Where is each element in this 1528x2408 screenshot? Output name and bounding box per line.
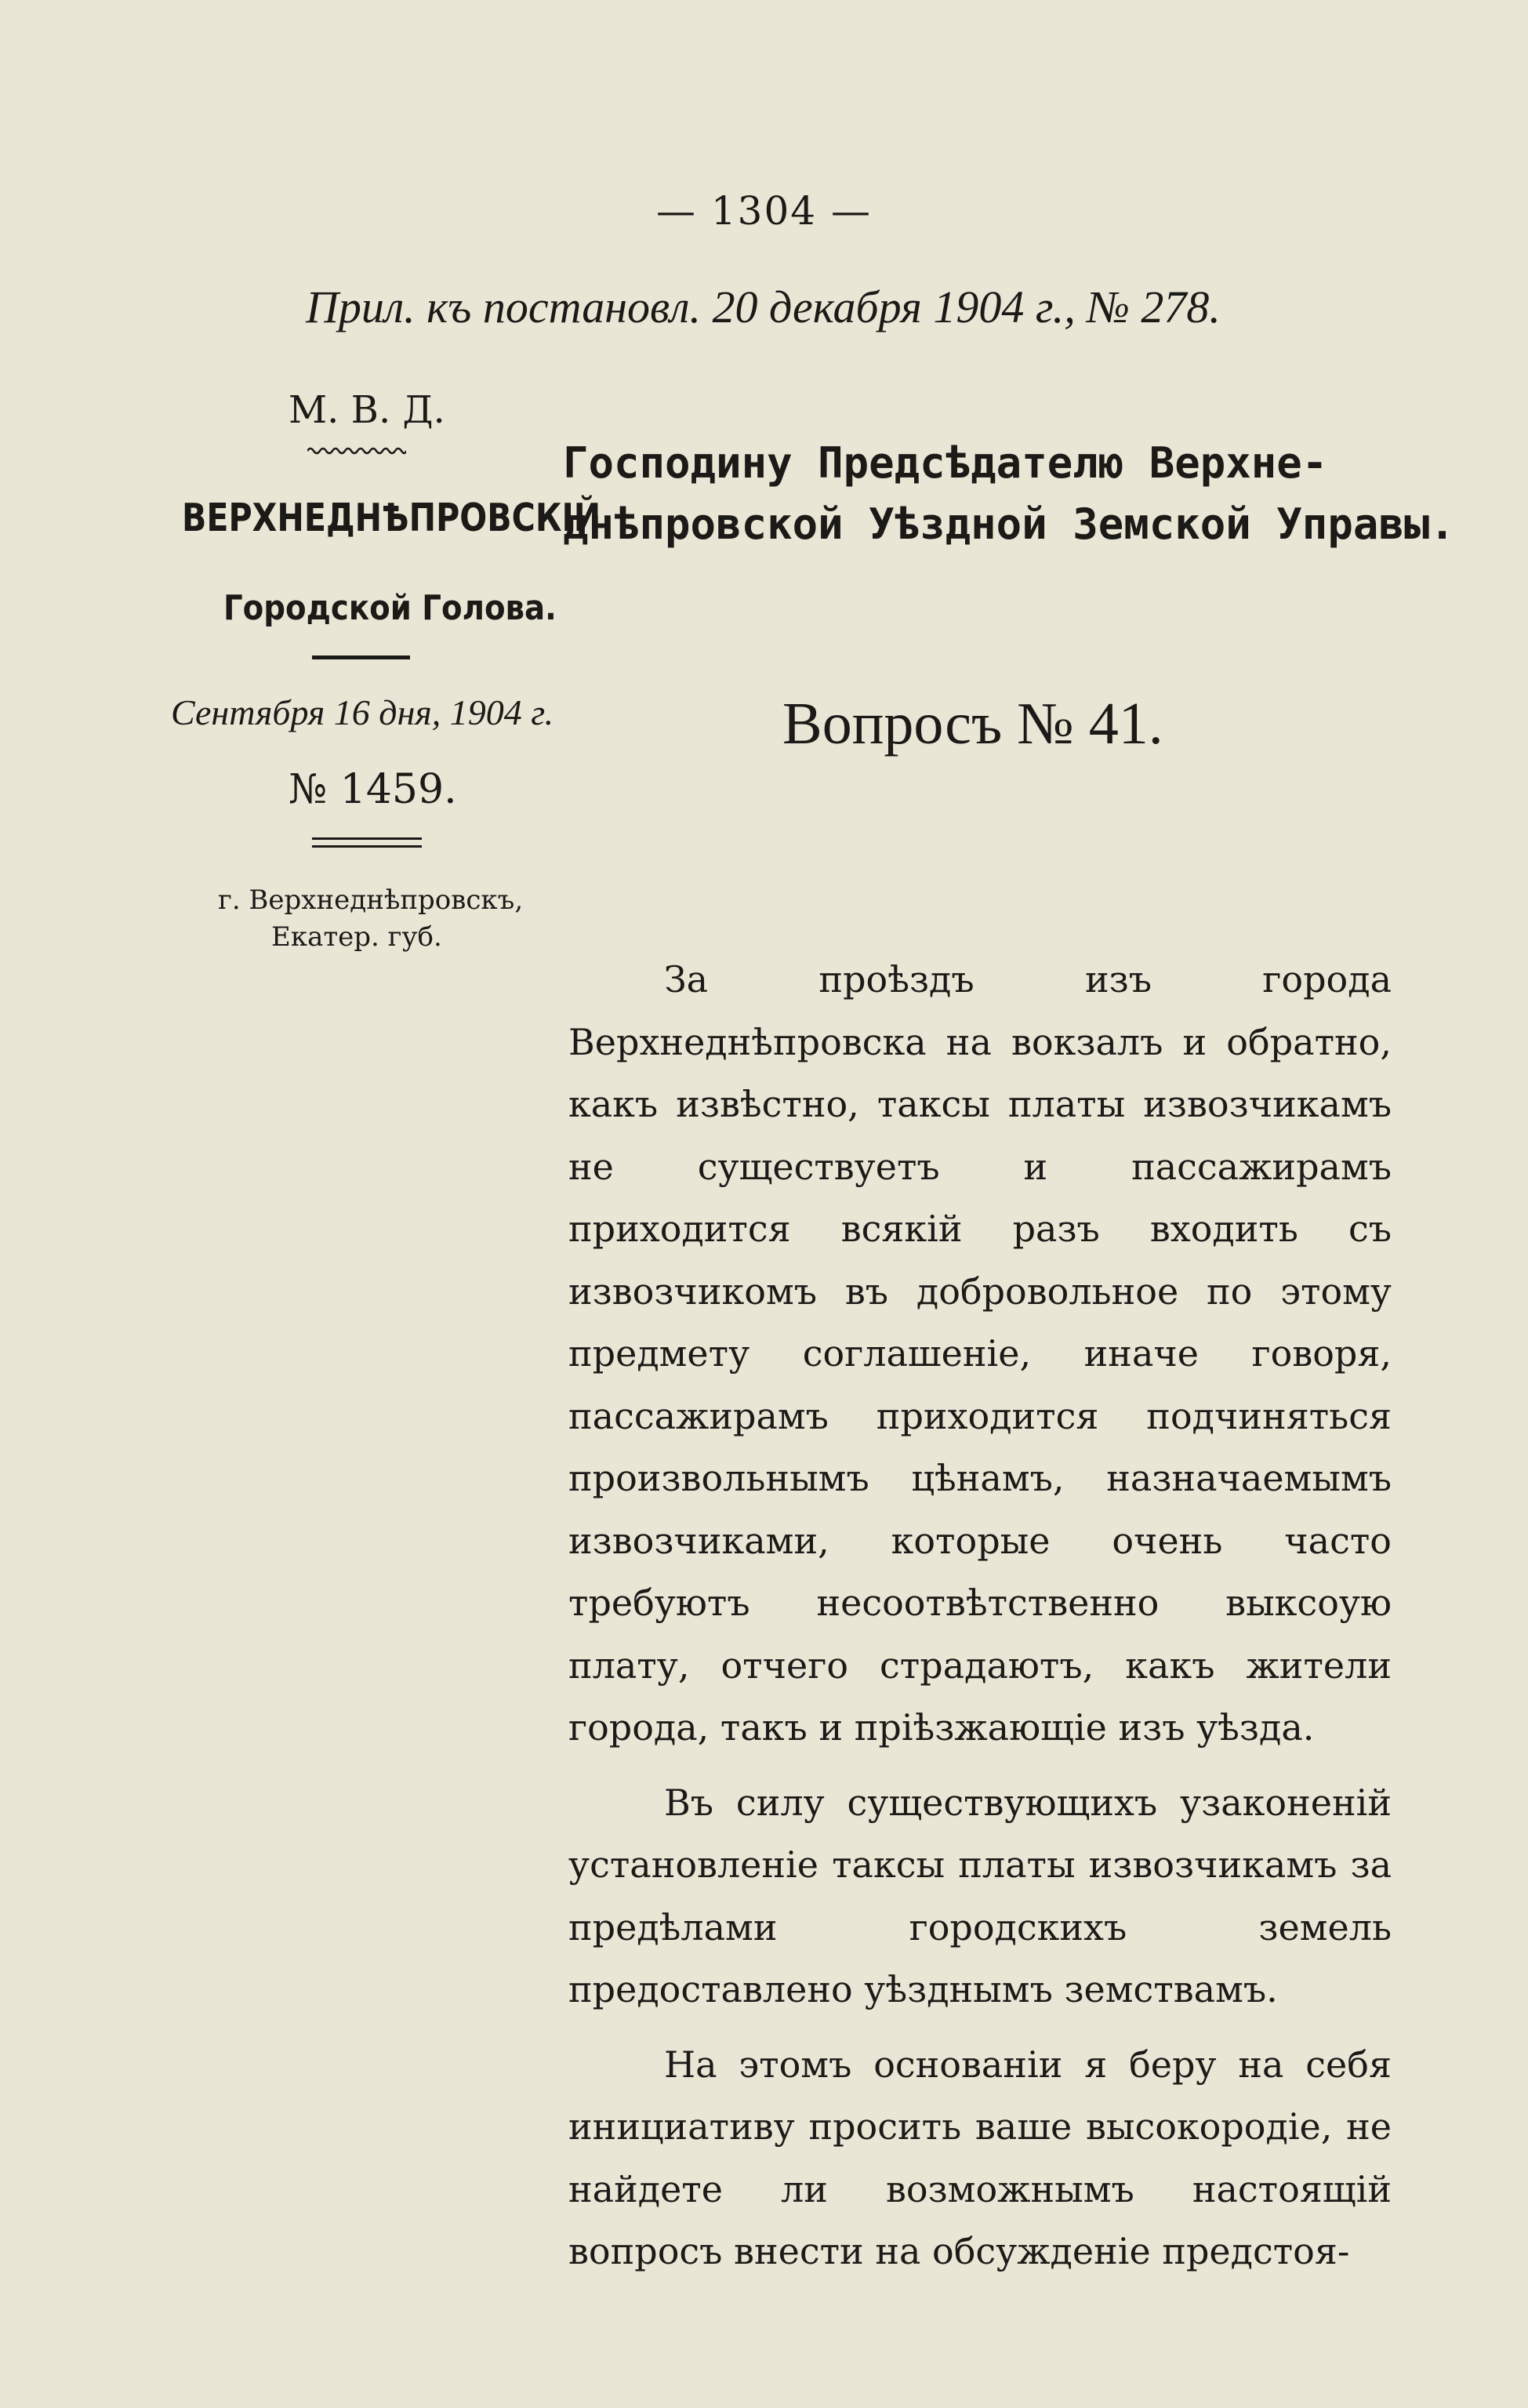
double-rule-bottom: [312, 845, 422, 848]
body-paragraph-2: Въ силу существующихъ узаконеній установленіе таксы платы извозчикамъ за предѣлами городскихъ земель предоставлено уѣзднымъ земствамъ.: [568, 1781, 1392, 2010]
sender-title: Городской Голова.: [223, 588, 557, 628]
office-name: ВЕРХНЕДНѢПРОВСКІЙ: [182, 496, 601, 540]
addressee-line-2: днѣпровской Уѣздной Земской Управы.: [563, 499, 1455, 549]
addressee: [563, 433, 1455, 555]
ministry-abbreviation: М. В. Д.: [289, 388, 445, 432]
squiggle-divider: [307, 445, 406, 456]
double-rule-top: [312, 837, 422, 840]
title-rule: [312, 656, 410, 659]
sender-city: г. Верхнеднѣпровскъ,: [218, 884, 524, 916]
letter-date: Сентября 16 дня, 1904 г.: [171, 692, 554, 732]
registration-number: № 1459.: [289, 766, 457, 813]
appendix-note: Прил. къ постановл. 20 декабря 1904 г., № 278.: [306, 281, 1221, 332]
letter-body: [568, 949, 1392, 2296]
question-heading: Вопросъ № 41.: [782, 691, 1163, 757]
sender-region: Екатер. губ.: [271, 921, 442, 953]
body-paragraph-3: На этомъ основаніи я беру на себя инициативу просить ваше высокородіе, не найдете ли возможнымъ настоящій вопросъ внести на обсужденіе предстоя-: [568, 2043, 1392, 2272]
body-paragraph-1: За проѣздъ изъ города Верхнеднѣпровска на вокзалъ и обратно, какъ извѣстно, таксы платы извозчикамъ не существуетъ и пассажирамъ приходится всякій разъ входить съ извозчикомъ въ добровольное по этому предмету соглашеніе, иначе говоря, пассажирамъ приходится подчиняться произвольнымъ цѣнамъ, назначаемымъ извозчиками, которые очень часто требуютъ несоотвѣтственно выксоую плату, отчего страдаютъ, какъ жители города, такъ и пріѣзжающіе изъ уѣзда.: [568, 958, 1392, 1749]
addressee-line-1: Господину Предсѣдателю Верхне-: [563, 438, 1328, 488]
page-number: — 1304 —: [655, 188, 873, 234]
